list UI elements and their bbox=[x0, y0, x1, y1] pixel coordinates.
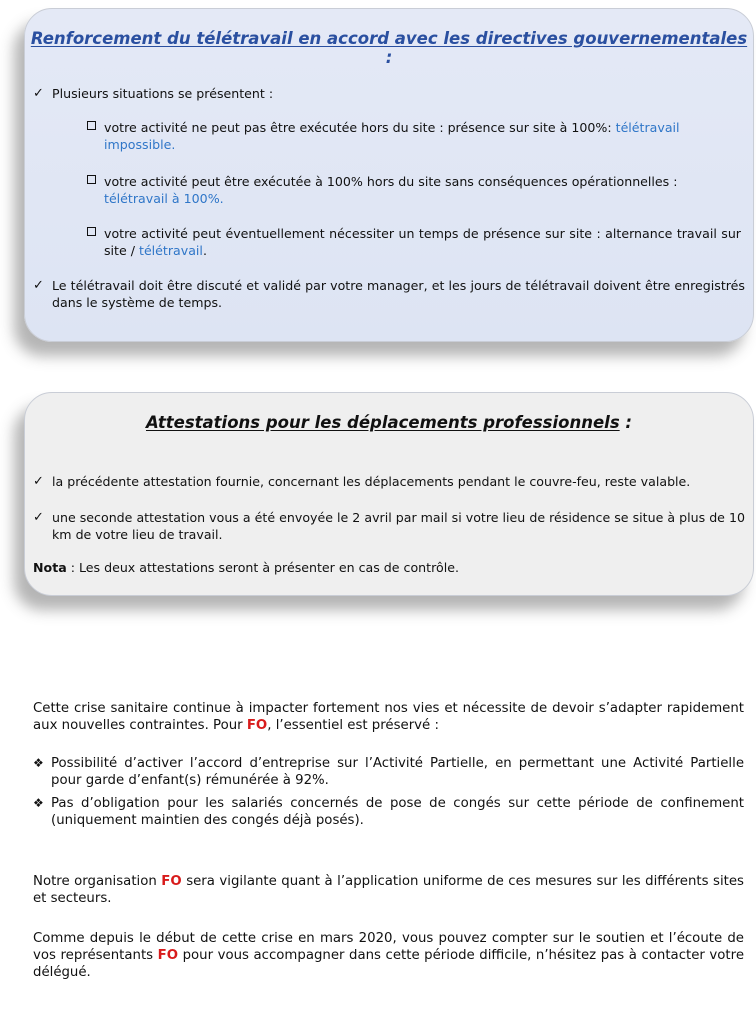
crisis-paragraph-3: Comme depuis le début de cette crise en mars 2020, vous pouvez compter sur le soutien et l’écoute de vos représentants FO pour vous accompagner dans cette période difficile, n’hésitez pas à contacter votre délégué. bbox=[33, 931, 744, 980]
telework-title: Renforcement du télétravail en accord avec les directives gouvernementales : bbox=[30, 29, 748, 67]
attestation-item: ✓ la précédente attestation fournie, concernant les déplacements pendant le couvre-feu, reste valable. bbox=[33, 474, 691, 489]
attestation-item: ✓ une seconde attestation vous a été envoyée le 2 avril par mail si votre lieu de résidence se situe à plus de 10 km de votre lieu de travail. bbox=[33, 510, 745, 542]
attestations-title: Attestations pour les déplacements professionnels : bbox=[145, 413, 632, 432]
crisis-paragraph-2: Notre organisation FO sera vigilante quant à l’application uniforme de ces mesures sur les différents sites et secteurs. bbox=[33, 874, 744, 906]
telework-intro: ✓ Plusieurs situations se présentent : bbox=[33, 86, 274, 101]
attestations-panel bbox=[24, 392, 754, 596]
crisis-bullet: ❖ Possibilité d’activer l’accord d’entreprise sur l’Activité Partielle, en permettant une Activité Partielle pour garde d’enfant(s) rémunérée à 92%. bbox=[33, 756, 744, 788]
check-icon: ✓ bbox=[33, 510, 44, 525]
telework-validation: ✓ Le télétravail doit être discuté et validé par votre manager, et les jours de télétravail doivent être enregistrés dans le système de temps. bbox=[33, 278, 745, 310]
crisis-bullet: ❖ Pas d’obligation pour les salariés concernés de pose de congés sur cette période de confinement (uniquement maintien des congés déjà posés). bbox=[33, 796, 744, 828]
option-item: votre activité peut éventuellement nécessiter un temps de présence sur site : alternance travail sur site / télétravail. bbox=[87, 225, 741, 259]
checkbox-icon bbox=[87, 175, 96, 184]
diamond-bullet-icon: ❖ bbox=[33, 756, 44, 770]
check-icon: ✓ bbox=[33, 278, 44, 293]
checkbox-icon bbox=[87, 227, 96, 236]
check-icon: ✓ bbox=[33, 86, 44, 101]
checkbox-icon bbox=[87, 121, 96, 130]
option-item: votre activité peut être exécutée à 100% hors du site sans conséquences opérationnelles : télétravail à 100%. bbox=[87, 173, 697, 207]
option-item: votre activité ne peut pas être exécutée hors du site : présence sur site à 100%: télétravail impossible. bbox=[87, 119, 697, 153]
check-icon: ✓ bbox=[33, 474, 44, 489]
telework-panel bbox=[24, 8, 754, 342]
diamond-bullet-icon: ❖ bbox=[33, 796, 44, 810]
nota: Nota : Les deux attestations seront à présenter en cas de contrôle. bbox=[33, 560, 459, 575]
crisis-paragraph-1: Cette crise sanitaire continue à impacter fortement nos vies et nécessite de devoir s’adapter rapidement aux nouvelles contraintes. Pour FO, l’essentiel est préservé : bbox=[33, 701, 744, 733]
